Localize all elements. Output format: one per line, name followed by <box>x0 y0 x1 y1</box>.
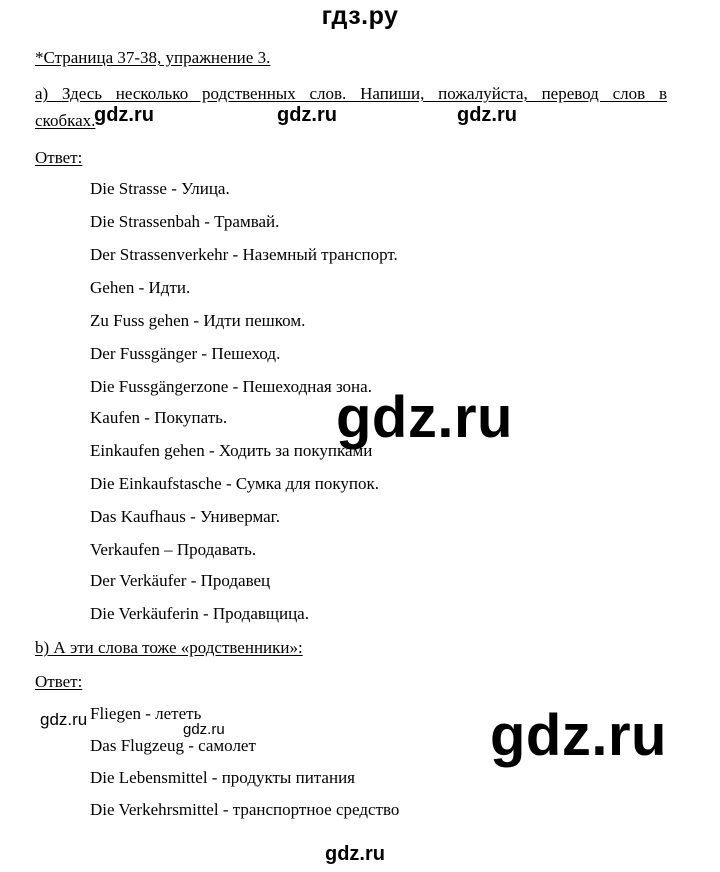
list-item: Kaufen - Покупать. <box>90 408 228 427</box>
watermark: gdz.ru <box>183 721 225 738</box>
watermark: gdz.ru <box>336 385 513 450</box>
site-title: гдз.ру <box>321 2 399 30</box>
list-item: Der Strassenverkehr - Наземный транспорт. <box>90 245 398 264</box>
watermark: gdz.ru <box>457 104 517 126</box>
watermark: gdz.ru <box>277 104 337 126</box>
watermark: gdz.ru <box>40 710 88 729</box>
list-item: Die Strassenbah - Трамвай. <box>90 212 280 231</box>
list-item: Verkaufen – Продавать. <box>90 540 257 559</box>
list-item: Gehen - Идти. <box>90 278 191 297</box>
list-item: Einkaufen gehen - Ходить за покупками <box>90 441 373 460</box>
list-item: Die Verkehrsmittel - транспортное средство <box>90 800 400 819</box>
list-item: Die Einkaufstasche - Сумка для покупок. <box>90 474 380 493</box>
list-item: Die Fussgängerzone - Пешеходная зона. <box>90 377 372 396</box>
list-item: Der Verkäufer - Продавец <box>90 571 271 590</box>
watermark: gdz.ru <box>94 104 154 126</box>
list-item: Das Flugzeug - самолет <box>90 736 256 755</box>
footer-watermark: gdz.ru <box>325 843 385 865</box>
list-item: Das Kaufhaus - Универмаг. <box>90 507 280 526</box>
list-item: Die Verkäuferin - Продавщица. <box>90 604 309 623</box>
part-b-question: b) А эти слова тоже «родственники»: <box>35 638 303 657</box>
list-item: Der Fussgänger - Пешеход. <box>90 344 281 363</box>
list-item: Fliegen - лететь <box>90 704 202 723</box>
part-a-question-line2: скобках. <box>35 111 96 130</box>
exercise-header: *Страница 37-38, упражнение 3. <box>35 48 271 67</box>
part-b-answer-label: Ответ: <box>35 672 83 691</box>
part-a-question-line1: а) Здесь несколько родственных слов. Напиши, пожалуйста, перевод слов в <box>35 84 667 103</box>
list-item: Die Strasse - Улица. <box>90 179 230 198</box>
list-item: Zu Fuss gehen - Идти пешком. <box>90 311 306 330</box>
list-item: Die Lebensmittel - продукты питания <box>90 768 355 787</box>
watermark: gdz.ru <box>490 703 667 768</box>
part-a-answer-label: Ответ: <box>35 148 83 167</box>
